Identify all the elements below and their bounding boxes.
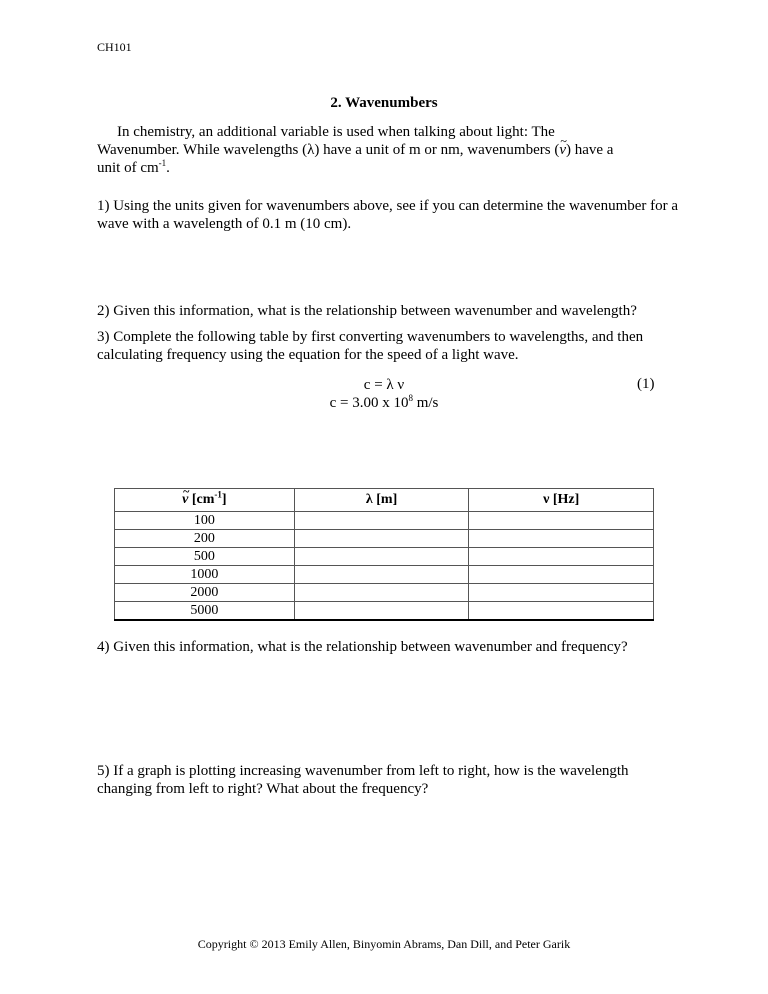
frequency-cell[interactable]	[469, 584, 654, 602]
question-5: 5) If a graph is plotting increasing wavenumber from left to right, how is the wavelength changing from left to right? What about the frequency?	[97, 763, 629, 797]
intro-line-3	[97, 159, 677, 177]
header-wavenumber-close: ]	[221, 492, 227, 507]
wavenumber-cell: 5000	[115, 602, 295, 621]
wavelength-cell[interactable]	[294, 566, 469, 584]
question-1: 1) Using the units given for wavenumbers above, see if you can determine the wavenumber for a wave with a wavelength of 0.1 m (10 cm).	[97, 198, 679, 232]
intro-paragraph	[97, 123, 677, 177]
wavelength-cell[interactable]	[294, 530, 469, 548]
header-frequency: ν [Hz]	[469, 489, 654, 512]
intro-unit-exponent: -1	[158, 158, 167, 168]
intro-period: .	[166, 160, 170, 176]
section-title: 2. Wavenumbers	[330, 95, 438, 111]
table-header-row	[115, 489, 654, 512]
intro-line-2-end: ) have a	[566, 142, 614, 158]
wavelength-cell[interactable]	[294, 584, 469, 602]
wavenumber-symbol: ~ ν	[182, 492, 188, 508]
equation-line-2	[0, 394, 768, 412]
wavelength-cell[interactable]	[294, 548, 469, 566]
equation-constant: c = 3.00 x 10	[329, 395, 409, 411]
frequency-cell[interactable]	[469, 566, 654, 584]
wavenumber-symbol: ~ ν	[559, 141, 566, 159]
question-3: 3) Complete the following table by first converting wavenumbers to wavelengths, and then calculating frequency using the equation for the speed of a light wave.	[97, 329, 644, 363]
equation-number: (1)	[637, 376, 655, 392]
wavenumber-cell: 500	[115, 548, 295, 566]
table-row	[115, 566, 654, 584]
wavelength-cell[interactable]	[294, 512, 469, 530]
frequency-cell[interactable]	[469, 548, 654, 566]
wavenumber-cell: 1000	[115, 566, 295, 584]
table-row	[115, 512, 654, 530]
wavelength-cell[interactable]	[294, 602, 469, 621]
header-wavenumber	[115, 489, 295, 512]
intro-line-2	[97, 141, 677, 159]
equation-unit: m/s	[412, 395, 439, 411]
intro-line-1: In chemistry, an additional variable is used when talking about light: The	[117, 124, 555, 140]
wavenumber-cell: 100	[115, 512, 295, 530]
conversion-table	[114, 488, 654, 621]
table-row	[115, 548, 654, 566]
header-wavenumber-unit: [cm	[191, 492, 215, 507]
table-row	[115, 530, 654, 548]
wavenumber-cell: 200	[115, 530, 295, 548]
table-row	[115, 584, 654, 602]
frequency-cell[interactable]	[469, 602, 654, 621]
wavenumber-cell: 2000	[115, 584, 295, 602]
question-4: 4) Given this information, what is the relationship between wavenumber and frequency?	[97, 639, 628, 655]
intro-line-2-start: Wavenumber. While wavelengths (λ) have a unit of m or nm, wavenumbers (	[97, 142, 560, 158]
question-2: 2) Given this information, what is the relationship between wavenumber and wavelength?	[97, 303, 637, 319]
frequency-cell[interactable]	[469, 512, 654, 530]
course-code: CH101	[97, 40, 132, 54]
header-wavenumber-exponent: -1	[214, 489, 222, 500]
equation-exponent: 8	[408, 393, 413, 403]
copyright-footer: Copyright © 2013 Emily Allen, Binyomin Abrams, Dan Dill, and Peter Garik	[197, 937, 571, 951]
header-wavelength: λ [m]	[294, 489, 469, 512]
intro-unit-text: unit of cm	[97, 160, 159, 176]
equation-line-1: c = λ ν	[363, 377, 405, 393]
frequency-cell[interactable]	[469, 530, 654, 548]
table-row	[115, 602, 654, 621]
